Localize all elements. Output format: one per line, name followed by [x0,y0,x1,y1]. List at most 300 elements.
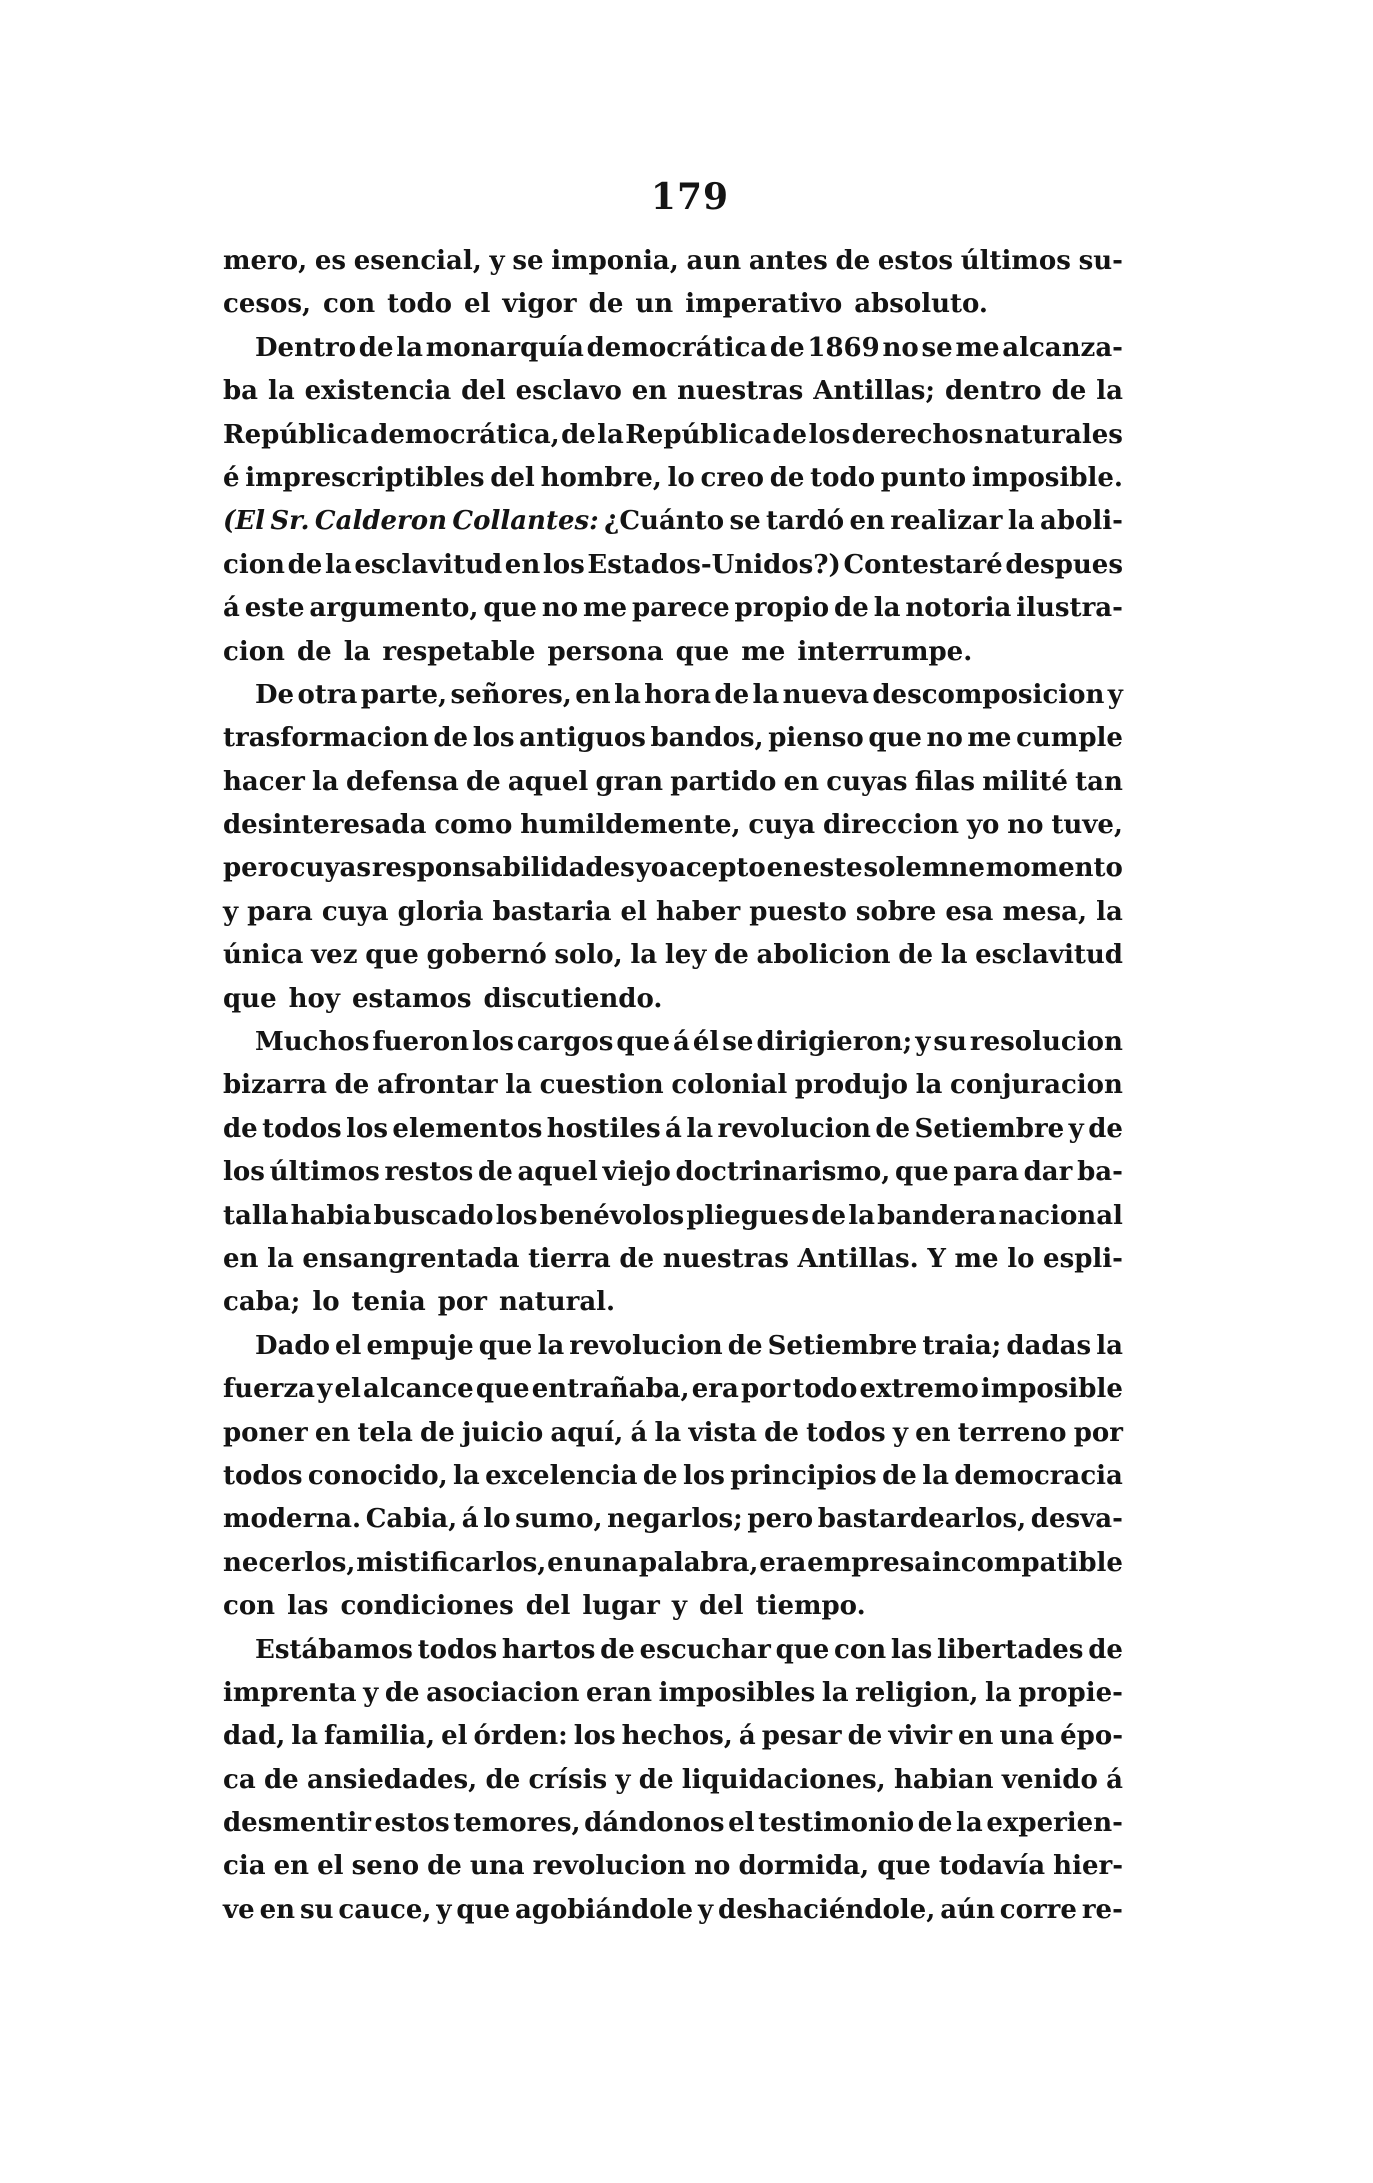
word: los [223,1157,265,1188]
word: que [365,940,419,971]
word: las [287,1591,329,1622]
word: señores, [450,679,572,710]
word: vista [688,1417,757,1448]
word: eran [586,1677,653,1708]
word: (El [223,506,265,537]
word: desva- [1030,1504,1123,1535]
text-line [223,1195,1123,1238]
word: lugar [582,1591,660,1622]
word: aquí, [550,1417,624,1448]
word: del [490,462,535,493]
word: momento [985,853,1123,884]
word: me [583,593,628,624]
word: de [847,1721,883,1752]
word: De [255,679,295,710]
word: benévolos [539,1200,685,1231]
word: de [600,1634,635,1665]
word: de [769,332,805,363]
word: vivir [888,1721,953,1752]
word: la [614,679,641,710]
word: poner [223,1417,308,1448]
word: nueva [782,679,869,710]
word: todo [387,289,452,320]
word: filas [914,766,976,797]
page-number: 179 [650,176,730,218]
word: la [873,593,901,624]
word: bastaria [492,896,612,927]
word: bastardearlos, [817,1504,1027,1535]
word: en [915,1417,951,1448]
word: del [525,1591,571,1622]
word: con [834,1634,887,1665]
word: á [461,1504,479,1535]
word: Collantes: [452,506,599,537]
word: me [955,332,1000,363]
text-line [223,283,1123,326]
word: liquidaciones, [681,1764,886,1795]
word: ley [664,940,707,971]
word: realizar [890,506,1003,537]
word: dar [1023,1157,1073,1188]
word: épo- [1060,1721,1123,1752]
word: todos [806,1417,886,1448]
word: lo [483,1504,511,1535]
word: de [427,1851,462,1882]
word: tardó [766,506,845,537]
word: yo [966,810,1000,841]
text-line [223,1889,1123,1932]
word: viejo [602,1157,671,1188]
word: resolucion [969,1027,1123,1058]
word: haber [655,896,741,927]
text-line [223,544,1123,587]
word: cia [223,1851,266,1882]
word: aún [940,1894,995,1925]
word: de [358,332,394,363]
word: estos [374,1808,450,1839]
body-text [223,240,1123,1932]
text-line [223,1325,1123,1368]
word: ve [223,1894,255,1925]
word: de [420,1417,455,1448]
word: Antillas; [813,376,936,407]
word: todos [223,1460,303,1491]
word: responsabilidades [371,853,635,884]
word: hier- [1053,1851,1123,1882]
word: la [848,1200,875,1231]
word: los [573,1721,616,1752]
word: á [738,1721,756,1752]
text-line [223,717,1123,760]
word: desinteresada [223,810,427,841]
word: por [741,1374,791,1405]
word: cion [223,636,285,667]
word: de [223,1113,258,1144]
word: que [877,1851,931,1882]
word: conjuracion [950,1070,1123,1101]
text-line [223,631,1123,674]
text-line [223,1455,1123,1498]
word: gran [595,766,664,797]
word: venido [1001,1764,1098,1795]
word: afrontar [377,1070,498,1101]
word: ba- [1077,1157,1123,1188]
word: de [384,1677,420,1708]
word: los [472,723,515,754]
word: la [1007,506,1035,537]
word: la [985,1677,1012,1708]
word: todos [262,1113,342,1144]
word: hora [644,679,712,710]
word: parece [631,593,730,624]
word: colonial [671,1070,788,1101]
word: esclavitud [975,940,1123,971]
word: esclavitud [354,549,503,580]
word: respetable [382,636,536,667]
word: creo [700,462,764,493]
word: pliegues [686,1200,810,1231]
word: pesar [761,1721,842,1752]
word: y [436,1894,452,1925]
word: abolicion [756,940,891,971]
word: República [223,419,369,450]
word: la [312,766,339,797]
word: democrática, [370,419,560,450]
word: Contestaré [843,549,1003,580]
word: el [317,1851,344,1882]
word: imposible. [971,462,1123,493]
word: una [999,1721,1055,1752]
word: principios [730,1460,877,1491]
word: como [434,810,513,841]
word: imponia, [551,246,679,276]
word: de [835,246,871,276]
word: imperativo [685,289,843,320]
word: esa [945,896,994,927]
word: revolucion [532,1851,687,1882]
word: la [821,1677,849,1708]
word: en [766,853,803,884]
word: dadas [1006,1330,1092,1361]
word: se [722,1027,754,1058]
word: imprescriptibles [245,462,485,493]
word: crísis [528,1764,608,1795]
word: de [433,723,469,754]
word: la [505,1070,532,1101]
word: y [671,1591,687,1622]
word: Cabia, [365,1504,458,1535]
text-line [223,1715,1123,1758]
word: milité [982,766,1068,797]
word: ensangrentada [302,1243,520,1274]
word: direccion [822,810,960,841]
word: excelencia [485,1460,638,1491]
word: de [642,1460,678,1491]
word: no [541,593,579,624]
word: Estados-Unidos?) [587,549,841,580]
word: Estábamos [255,1634,413,1665]
word: temores, [453,1808,581,1839]
word: para [953,1157,1019,1188]
word: propio [734,593,830,624]
word: los [495,1200,538,1231]
word: de [898,940,933,971]
word: natural. [498,1287,616,1318]
word: todo [810,462,876,493]
word: derechos [851,419,984,450]
word: una [469,1851,525,1882]
word: aquel [507,766,589,797]
word: fueron [372,1027,469,1058]
text-line [223,1672,1123,1715]
word: tenia [351,1287,426,1318]
text-line [223,457,1123,500]
word: traia; [922,1330,1002,1361]
text-line [223,1021,1123,1064]
word: á [665,1113,682,1144]
word: la [396,332,424,363]
word: y [892,1417,908,1448]
word: República [625,419,772,450]
word: el [464,289,491,320]
word: en [223,1243,259,1274]
word: por [1073,1417,1123,1448]
word: todavía [938,1851,1046,1882]
word: descomposicion [872,679,1105,710]
word: se [729,506,761,537]
text-line [223,1802,1123,1845]
word: cuya [748,810,816,841]
word: imposibles [658,1677,816,1708]
word: los [471,1027,514,1058]
text-line [223,1108,1123,1151]
text-line [223,934,1123,977]
word: antes [748,246,828,276]
word: pero [223,853,289,884]
word: terreno [957,1417,1067,1448]
word: órden: [473,1721,568,1752]
word: de [882,1460,917,1491]
word: moderna. [223,1504,362,1535]
text-line [223,847,1123,890]
word: la [267,1243,294,1274]
word: defensa [345,766,459,797]
word: el [441,1721,468,1752]
word: la [940,940,968,971]
word: alcanza- [1002,332,1123,363]
word: habian [894,1764,994,1795]
word: no [1007,810,1044,841]
word: despues [1005,549,1123,580]
word: fuerza [223,1374,315,1405]
text-line [223,1542,1123,1585]
text-line [223,500,1123,543]
word: solemne [863,853,985,884]
word: hacer [223,766,305,797]
word: re- [1081,1894,1123,1925]
word: revolucion [569,1330,723,1361]
text-line [223,414,1123,457]
word: la [1096,896,1123,927]
word: bandos, [650,723,764,754]
word: Setiembre [914,1113,1065,1144]
word: y [317,1374,333,1405]
word: que [475,1374,530,1405]
word: revolucion [717,1113,871,1144]
word: pienso [768,723,864,754]
word: á [1106,1764,1123,1795]
word: del [698,1591,744,1622]
text-line [223,587,1123,630]
word: deshaciéndole, [718,1894,936,1925]
word: á [630,1417,648,1448]
word: aboli- [1040,506,1123,537]
word: de [1051,376,1087,407]
word: el [620,896,647,927]
word: que [456,1894,511,1925]
word: todos [417,1634,498,1665]
word: restos [384,1157,474,1188]
word: trasformacion [223,723,429,754]
word: el [335,1330,362,1361]
word: punto [880,462,967,493]
word: de [561,419,596,450]
word: sumo, [515,1504,603,1535]
word: con [323,289,376,320]
text-line [223,1412,1123,1455]
word: de [875,1113,911,1144]
word: ca [223,1764,256,1795]
word: estos [877,246,954,276]
word: acepto [668,853,766,884]
word: el [728,1808,755,1839]
word: discutiendo. [483,983,663,1014]
word: imposible [980,1374,1123,1405]
word: la [915,1070,943,1101]
word: entrañaba, [531,1374,690,1405]
word: en [958,1721,994,1752]
text-line [223,674,1123,717]
word: cauce, [338,1894,432,1925]
word: tela [357,1417,413,1448]
word: de [764,1417,799,1448]
word: de [619,1243,655,1274]
word: y [223,896,239,927]
word: gloria [397,896,484,927]
word: argumento, [309,593,479,624]
word: esencial, [353,246,482,276]
word: es [314,246,347,276]
word: que [478,1330,533,1361]
word: los [808,419,851,450]
word: mero, [223,246,308,276]
word: la [343,636,371,667]
word: su [299,1894,334,1925]
word: otra [297,679,358,710]
word: lo [667,462,695,493]
word: en [504,549,541,580]
word: en [314,1417,351,1448]
text-line [223,1064,1123,1107]
word: 1869 [807,332,880,363]
word: todo [792,1374,858,1405]
word: ilustra- [1016,593,1123,624]
word: que [868,723,922,754]
text-line [223,978,1123,1021]
word: religion, [855,1677,979,1708]
word: Dado [255,1330,330,1361]
word: desmentir [223,1808,371,1839]
word: vez [311,940,358,971]
word: nuestras [662,1243,789,1274]
word: la [1096,1330,1123,1361]
word: democracia [954,1460,1123,1491]
word: que [775,1634,830,1665]
word: este [802,853,863,884]
word: antiguos [519,723,646,754]
text-line [223,327,1123,370]
word: cuestion [539,1070,664,1101]
word: cumple [1016,723,1123,754]
word: dándonos [584,1808,725,1839]
word: esclavo [515,376,622,407]
word: necerlos, [223,1547,356,1578]
word: nuestras [677,376,804,407]
word: la [686,1113,714,1144]
word: cuyas [826,766,908,797]
word: de [714,679,750,710]
word: no [882,332,919,363]
word: de [727,1330,763,1361]
word: en [547,1547,583,1578]
word: de [588,289,624,320]
word: ¿Cuánto [604,506,725,537]
word: Muchos [255,1027,370,1058]
word: habia [290,1200,372,1231]
word: se [512,246,544,276]
word: persona [547,636,664,667]
word: la [537,1330,565,1361]
word: de [1088,1634,1123,1665]
word: de [811,1200,846,1231]
word: elementos [392,1113,543,1144]
word: no [694,1851,731,1882]
word: la [324,549,352,580]
word: aun [686,246,742,276]
word: Y [927,1243,946,1274]
text-line [223,240,1123,283]
word: las [890,1634,933,1665]
word: de [287,549,323,580]
word: que [223,983,277,1014]
word: Sr. [270,506,310,537]
word: su [933,1027,967,1058]
word: su- [1078,246,1123,276]
word: palabra, [638,1547,759,1578]
word: cargos [516,1027,614,1058]
word: Antillas. [797,1243,919,1274]
word: alcance [363,1374,474,1405]
word: la [1096,376,1123,407]
word: experien- [986,1808,1123,1839]
word: y [615,1764,631,1795]
word: dentro [944,376,1042,407]
word: de [772,419,808,450]
word: naturales [984,419,1123,450]
word: en [575,679,611,710]
word: una [583,1547,639,1578]
word: la [922,1460,949,1491]
